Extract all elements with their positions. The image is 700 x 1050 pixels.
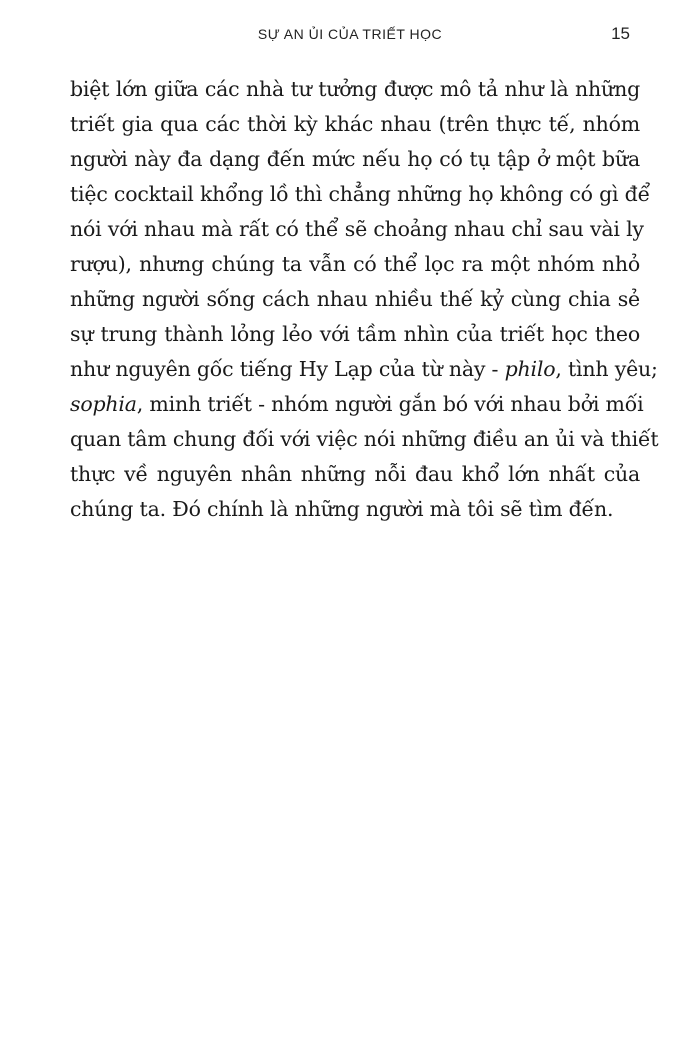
page-number: 15 bbox=[611, 24, 630, 43]
text-line bbox=[70, 352, 658, 387]
text-line: những người sống cách nhau nhiều thế kỷ cùng chia sẻ bbox=[70, 287, 640, 311]
text-line-last: chúng ta. Đó chính là những người mà tôi sẽ tìm đến. bbox=[70, 497, 614, 521]
text-line: triết gia qua các thời kỳ khác nhau (trên thực tế, nhóm bbox=[70, 112, 640, 136]
text-segment: , minh triết - nhóm người gắn bó với nhau bởi mối bbox=[136, 392, 644, 416]
text-line: quan tâm chung đối với việc nói những điều an ủi và thiết bbox=[70, 427, 659, 451]
italic-term-philo: philo bbox=[504, 357, 556, 381]
text-line bbox=[70, 387, 644, 422]
italic-term-sophia: sophia bbox=[70, 392, 137, 416]
text-line: nói với nhau mà rất có thể sẽ choảng nhau chỉ sau vài ly bbox=[70, 217, 644, 241]
text-line: thực về nguyên nhân những nỗi đau khổ lớn nhất của bbox=[70, 462, 640, 486]
body-paragraph bbox=[70, 72, 659, 527]
running-header bbox=[70, 26, 630, 42]
text-line: người này đa dạng đến mức nếu họ có tụ tập ở một bữa bbox=[70, 147, 640, 171]
text-line: tiệc cocktail khổng lồ thì chẳng những họ không có gì để bbox=[70, 182, 651, 206]
text-segment: như nguyên gốc tiếng Hy Lạp của từ này - bbox=[70, 357, 505, 381]
running-title: SỰ AN ỦI CỦA TRIẾT HỌC bbox=[257, 26, 443, 42]
text-line: sự trung thành lỏng lẻo với tầm nhìn của triết học theo bbox=[70, 322, 640, 346]
text-line: rượu), nhưng chúng ta vẫn có thể lọc ra một nhóm nhỏ bbox=[70, 252, 640, 276]
text-segment: , tình yêu; bbox=[555, 357, 658, 381]
text-line: biệt lớn giữa các nhà tư tưởng được mô tả như là những bbox=[70, 77, 640, 101]
